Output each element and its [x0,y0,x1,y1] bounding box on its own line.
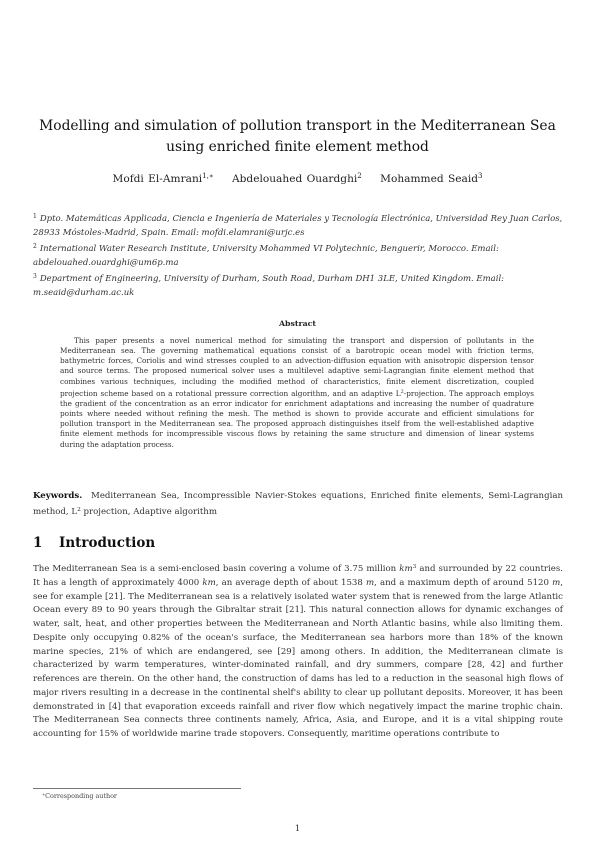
footnote [42,792,442,800]
abstract-body [60,336,534,450]
body-text: , see for example [21]. The Mediterranean sea is a relatively isolated water system that is renewed from the large Atlantic Ocean every 89 to 90 years through the Gibraltar strait [21]. This natural connection allows for dynamic exchanges of water, salt, heat, and other properties between the Mediterranean and North Atlantic basins, while also limiting them. Despite only occupying 0.82% of the ocean's surface, the Mediterranean sea harbors more than 18% of the known marine species, 21% of which are endangered, see [29] among others. In addition, the Mediterranean climate is characterized by warm temperatures, winter-dominated rainfall, and dry summers, compare [28, 42] and further references are therein. On the other hand, the construction of dams has led to a reduction in the seasonal high flows of major rivers resulting in a decrease in the continental shelf's ability to clear up pollutant deposits. Moreover, it has been demonstrated in [4] that evaporation exceeds rainfall and river flow which negatively impact the marine trophic chain. The Mediterranean Sea connects three continents namely, Africa, Asia, and Europe, and it is a vital shipping route accounting for 15% of worldwide marine trade stopovers. Consequently, maritime operations contribute to [33,577,563,739]
affiliation-text: International Water Research Institute, University Mohammed VI Polytechnic, Benguerir, Morocco. Email: abdelouahed.ouardghi@um6p.ma [33,244,499,268]
footnote-mark: ∗ [42,793,46,798]
affiliation [33,210,563,240]
keywords-label: Keywords. [33,491,83,501]
abstract-text: -projection. The approach employs the gradient of the concentration as an error indicator for enrichment adaptations and increasing the number of quadrature points where needed without refining the mesh. The method is shown to provide accurate and efficient simulations for pollution transport in the Mediterranean sea. The proposed approach distinguishes itself from the well-established adaptive finite element methods for incompressible viscous flows by retaining the same structure and dimension of linear systems during the adaptation process. [60,388,534,449]
affiliation [33,240,563,270]
unit: km [202,577,216,588]
keywords [33,490,563,520]
unit-superscript: 3 [412,564,417,570]
section-number: 1 [33,535,43,551]
footnote-text: Corresponding author [45,792,117,800]
author-name: Mofdi El-Amrani [112,173,203,185]
affiliation-mark: 2 [33,243,37,251]
author-mark: 3 [478,172,483,180]
affiliation-text: Dpto. Matemáticas Applicada, Ciencia e Ingeniería de Materiales y Tecnología Electrónica, Universidad Rey Juan Carlos, 28933 Móstoles-Madrid, Spain. Email: mofdi.elamrani@urjc.es [33,214,563,238]
body-text: , and a maximum depth of around 5120 [374,577,553,588]
affiliation-text: Department of Engineering, University of Durham, South Road, Durham DH1 3LE, United Kingdom. Email: m.seaid@durham.ac.uk [33,274,505,298]
abstract-text: This paper presents a novel numerical method for simulating the transport and dispersion of pollutants in the Mediterranean sea. The governing mathematical equations consist of a barotropic ocean model with friction terms, bathymetric forces, Coriolis and wind stresses coupled to an advection-diffusion equation with anisotropic dispersion tensor and source terms. The proposed numerical solver uses a multilevel adaptive semi-Lagrangian finite element method that combines various techniques, including the modified method of characteristics, finite element discretization, coupled projection scheme based on a rotational pressure correction algorithm, and an adaptive L [60,336,534,398]
affiliation-list [33,210,563,301]
author-list [30,172,565,185]
keywords-text: Mediterranean Sea, Incompressible Navier-Stokes equations, Enriched finite elements, Semi-Lagrangian method, L [33,491,563,517]
author-name: Abdelouahed Ouardghi [231,173,358,185]
unit: km [399,564,413,574]
unit: m [552,577,561,588]
author-mark: 1,∗ [202,172,214,180]
affiliation-mark: 3 [33,273,37,281]
keywords-text: projection, Adaptive algorithm [80,506,217,517]
paper-title [30,116,565,158]
footnote-rule [33,788,241,789]
page-number: 1 [294,824,301,834]
author-mark: 2 [357,172,362,180]
body-text: The Mediterranean Sea is a semi-enclosed basin covering a volume of 3.75 million [33,564,400,574]
title-line-2: using enriched finite element method [166,139,429,155]
abstract-heading: Abstract [278,319,316,328]
author-name: Mohammed Seaid [380,173,479,185]
introduction-paragraph [33,561,563,742]
section-heading [33,535,563,551]
abstract-superscript: 2 [400,388,404,395]
keywords-superscript: 2 [77,506,81,513]
title-line-1: Modelling and simulation of pollution transport in the Mediterranean Sea [39,118,556,134]
body-text: , an average depth of about 1538 [215,577,366,588]
affiliation [33,270,563,300]
unit: m [365,577,375,588]
affiliation-mark: 1 [33,213,37,220]
section-title: Introduction [59,535,156,551]
body-text: and surrounded by 22 countries. It has a length of approximately 4000 [33,564,563,588]
